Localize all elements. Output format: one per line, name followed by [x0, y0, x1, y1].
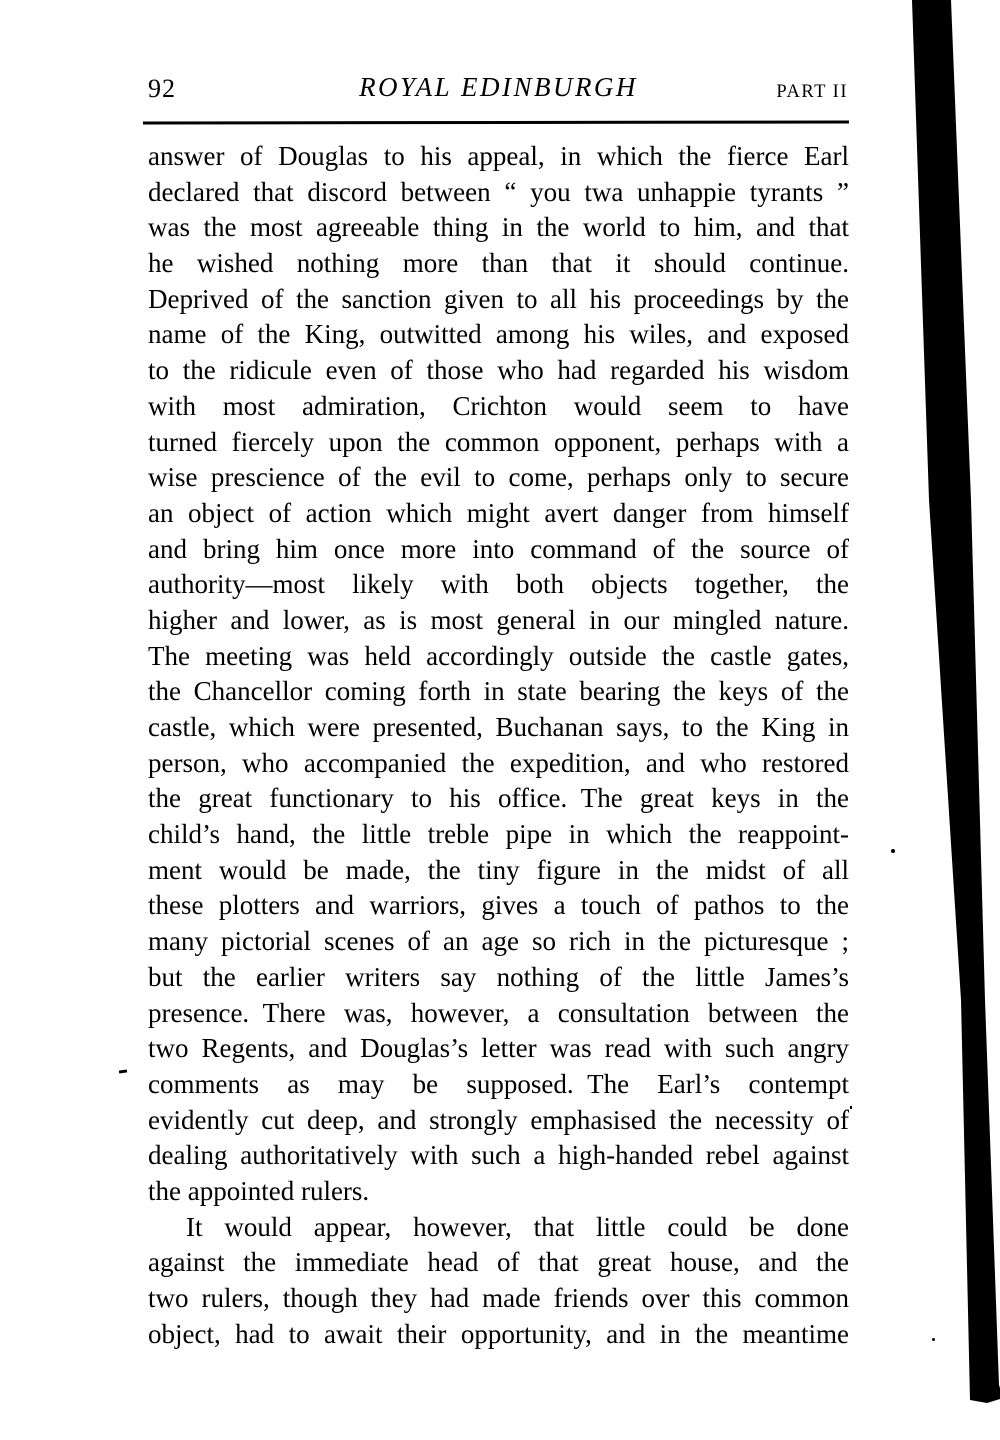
text-line: evidently cut deep, and strongly emphasised the necessity of — [148, 1104, 849, 1135]
text-line: many pictorial scenes of an age so rich in the picturesque ; — [148, 926, 849, 957]
text-line: the Chancellor coming forth in state bearing the keys of the — [148, 676, 849, 707]
ink-speck — [850, 1106, 852, 1109]
page-number: 92 — [148, 74, 176, 103]
text-line: object, had to await their opportunity, and in the meantime — [148, 1318, 849, 1349]
text-line: he wished nothing more than that it should continue. — [148, 248, 849, 279]
text-line: the appointed rulers. — [148, 1175, 370, 1206]
text-line: declared that discord between “ you twa unhappie tyrants ” — [148, 176, 849, 207]
text-line: It would appear, however, that little could be done — [186, 1211, 849, 1242]
text-line: Deprived of the sanction given to all his proceedings by the — [148, 283, 849, 314]
text-line: turned fiercely upon the common opponent, perhaps with a — [148, 426, 849, 457]
text-line: the great functionary to his office. The great keys in the — [148, 783, 849, 814]
text-line: authority—most likely with both objects together, the — [148, 569, 849, 600]
text-line: but the earlier writers say nothing of the little James’s — [148, 961, 849, 992]
text-line: higher and lower, as is most general in our mingled nature. — [148, 604, 849, 635]
text-line: The meeting was held accordingly outside the castle gates, — [148, 640, 849, 671]
running-head — [148, 0, 849, 130]
text-line: an object of action which might avert danger from himself — [148, 497, 849, 528]
ink-speck — [119, 1069, 127, 1073]
text-line: name of the King, outwitted among his wiles, and exposed — [148, 319, 849, 350]
scan-gutter-bar-shape — [912, 0, 1000, 1403]
text-line: was the most agreeable thing in the world to him, and that — [148, 212, 849, 243]
text-line: ment would be made, the tiny figure in the midst of all — [148, 854, 849, 885]
text-line: these plotters and warriors, gives a touch of pathos to the — [148, 890, 849, 921]
header-rule — [143, 121, 849, 125]
book-title: ROYAL EDINBURGH — [359, 72, 638, 102]
text-block — [148, 139, 849, 1352]
text-line: to the ridicule even of those who had regarded his wisdom — [148, 355, 849, 386]
ink-speck — [891, 849, 895, 853]
text-line: comments as may be supposed. The Earl’s contempt — [148, 1068, 849, 1099]
text-line: two rulers, though they had made friends over this common — [148, 1283, 849, 1313]
text-line: dealing authoritatively with such a high-handed rebel against — [148, 1140, 849, 1171]
text-line: against the immediate head of that great house, and the — [148, 1247, 849, 1278]
ink-speck — [932, 1338, 935, 1341]
text-line: answer of Douglas to his appeal, in which the fierce Earl — [148, 141, 849, 171]
text-line: and bring him once more into command of the source of — [148, 533, 849, 564]
part-label: PART II — [776, 82, 848, 102]
text-line: castle, which were presented, Buchanan says, to the King in — [148, 712, 849, 742]
text-line: person, who accompanied the expedition, and who restored — [148, 747, 849, 778]
text-line: with most admiration, Crichton would seem to have — [148, 390, 849, 421]
text-line: presence. There was, however, a consultation between the — [148, 997, 849, 1028]
text-line: child’s hand, the little treble pipe in which the reappoint- — [148, 819, 849, 850]
text-line: two Regents, and Douglas’s letter was read with such angry — [148, 1033, 849, 1064]
text-line: wise prescience of the evil to come, perhaps only to secure — [148, 462, 849, 493]
